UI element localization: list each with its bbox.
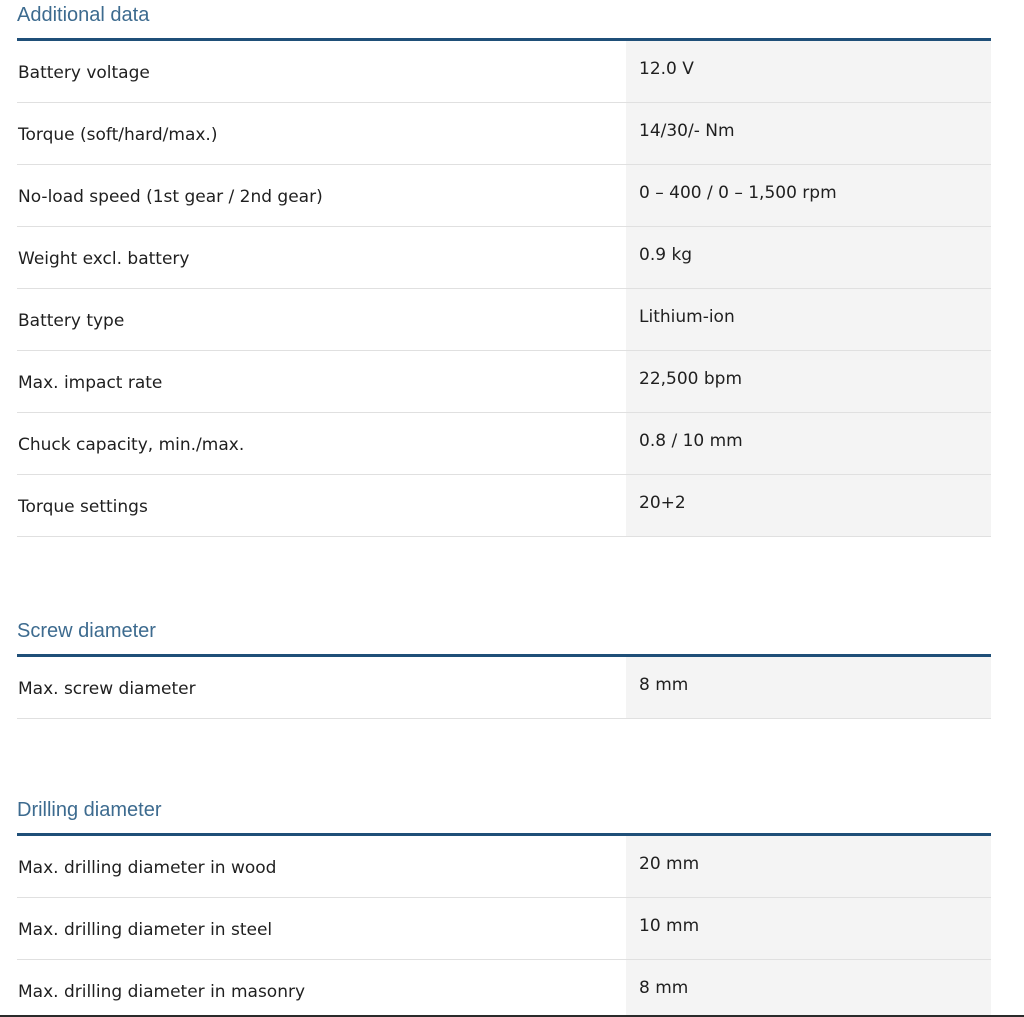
spec-value: 0 – 400 / 0 – 1,500 rpm [626,165,991,226]
spec-label: Battery type [18,311,125,331]
spec-row-torque-settings [17,475,991,537]
spec-row-drilling-wood [17,836,991,898]
spec-value: 22,500 bpm [626,351,991,412]
spec-label: Torque settings [18,497,148,517]
spec-row-max-screw-diameter [17,657,991,719]
spec-row-no-load-speed [17,165,991,227]
spec-row-drilling-steel [17,898,991,960]
spec-label: No-load speed (1st gear / 2nd gear) [18,187,323,207]
spec-label: Max. drilling diameter in steel [18,920,273,940]
spec-label: Max. drilling diameter in wood [18,858,277,878]
spec-value: 0.9 kg [626,227,991,288]
spec-label: Torque (soft/hard/max.) [18,125,218,145]
spec-label: Max. drilling diameter in masonry [18,982,306,1002]
spec-value: Lithium-ion [626,289,991,350]
section-title: Screw diameter [17,620,156,642]
spec-value: 8 mm [626,960,991,1017]
spec-value: 10 mm [626,898,991,959]
spec-row-battery-voltage [17,41,991,103]
spec-label: Weight excl. battery [18,249,190,269]
section-screw-diameter [17,616,991,719]
spec-value: 12.0 V [626,41,991,102]
spec-row-impact-rate [17,351,991,413]
spec-value: 8 mm [626,657,991,718]
spec-label: Max. screw diameter [18,679,196,699]
spec-label: Max. impact rate [18,373,163,393]
spec-row-battery-type [17,289,991,351]
spec-value: 14/30/- Nm [626,103,991,164]
section-title: Additional data [17,4,150,26]
spec-row-drilling-masonry [17,960,991,1017]
spec-label: Chuck capacity, min./max. [18,435,245,455]
spec-value: 20 mm [626,836,991,897]
section-drilling-diameter [17,795,991,1017]
section-additional-data [17,0,991,537]
spec-row-weight [17,227,991,289]
section-title: Drilling diameter [17,799,162,821]
spec-value: 0.8 / 10 mm [626,413,991,474]
spec-row-chuck-capacity [17,413,991,475]
spec-label: Battery voltage [18,63,150,83]
spec-row-torque [17,103,991,165]
spec-value: 20+2 [626,475,991,536]
